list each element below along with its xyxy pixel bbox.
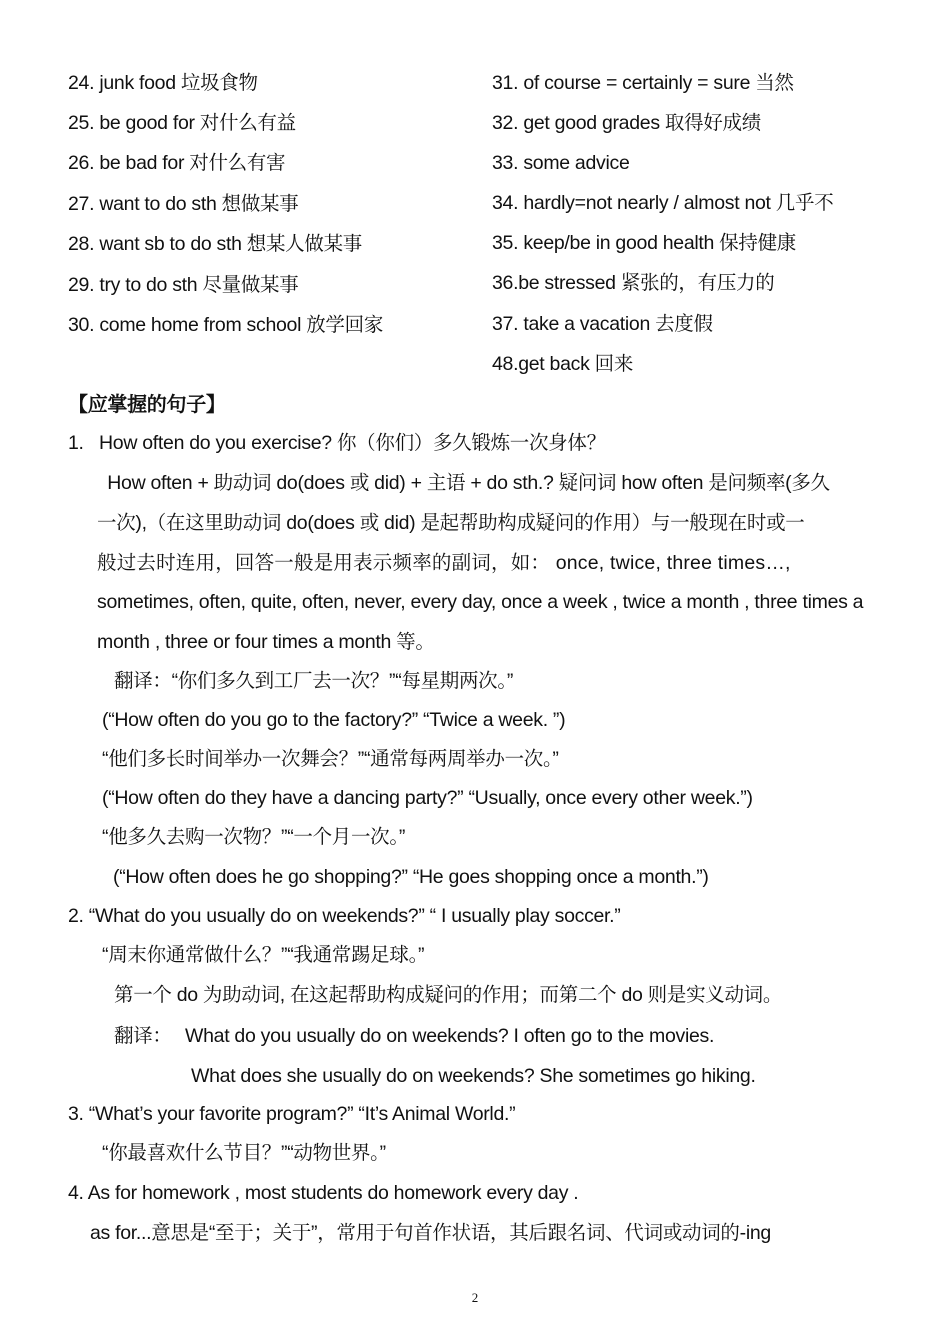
sentence-2-translation-label: 翻译： [114,1025,172,1047]
vocab-item-37: 37. take a vacation 去度假 [492,313,713,335]
section-title: 【应掌握的句子】 [68,394,226,416]
sentence-1-example-1: 翻译：“你们多久到工厂去一次？”“每星期两次。” [114,670,514,692]
vocab-item-36: 36.be stressed 紧张的，有压力的 [492,272,775,294]
page-number: 2 [471,1290,479,1305]
sentence-1-example-2: (“How often do you go to the factory?” “Twice a week. ”) [102,709,566,731]
sentence-4-note: as for...意思是“至于；关于”，常用于句首作状语，其后跟名词、代词或动词的-ing [90,1222,771,1244]
sentence-1: 1. How often do you exercise? 你（你们）多久锻炼一次身体？ [68,432,606,454]
sentence-1-explain-line-4: sometimes, often, quite, often, never, every day, once a week , twice a month , three times a [97,591,864,613]
sentence-1-example-4: (“How often do they have a dancing party?” “Usually, once every other week.”) [102,787,753,809]
vocab-item-28: 28. want sb to do sth 想某人做某事 [68,233,362,255]
vocab-item-27: 27. want to do sth 想做某事 [68,193,299,215]
sentence-3-chinese: “你最喜欢什么节目？”“动物世界。” [102,1142,386,1164]
sentence-1-explain-line-2: 一次),（在这里助动词 do(does 或 did) 是起帮助构成疑问的作用）与一般现在时或一 [97,512,805,534]
sentence-1-example-3: “他们多长时间举办一次舞会？”“通常每两周举办一次。” [102,748,559,770]
sentence-1-example-6: (“How often does he go shopping?” “He goes shopping once a month.”) [113,866,709,888]
vocab-item-26: 26. be bad for 对什么有害 [68,152,286,174]
sentence-2-note: 第一个 do 为助动词, 在这起帮助构成疑问的作用；而第二个 do 则是实义动词。 [114,984,783,1006]
sentence-2-chinese: “周末你通常做什么？”“我通常踢足球。” [102,944,425,966]
sentence-2-translation-1: What do you usually do on weekends? I often go to the movies. [185,1025,715,1047]
sentence-2-translation-2: What does she usually do on weekends? She sometimes go hiking. [191,1065,756,1087]
vocab-item-48: 48.get back 回来 [492,353,634,375]
sentence-1-explain-line-1: How often + 助动词 do(does 或 did) + 主语 + do sth.? 疑问词 how often 是问频率(多久 [97,472,830,494]
sentence-1-explain-line-3: 般过去时连用，回答一般是用表示频率的副词，如： once, twice, three times…, [97,552,791,574]
vocab-item-31: 31. of course = certainly = sure 当然 [492,72,794,94]
vocab-item-33: 33. some advice [492,152,630,174]
sentence-2: 2. “What do you usually do on weekends?” “ I usually play soccer.” [68,905,621,927]
sentence-4: 4. As for homework , most students do homework every day . [68,1182,579,1204]
vocab-item-34: 34. hardly=not nearly / almost not 几乎不 [492,192,834,214]
vocab-item-25: 25. be good for 对什么有益 [68,112,296,134]
sentence-1-example-5: “他多久去购一次物？”“一个月一次。” [102,826,406,848]
vocab-item-35: 35. keep/be in good health 保持健康 [492,232,796,254]
vocab-item-30: 30. come home from school 放学回家 [68,314,384,336]
vocab-item-29: 29. try to do sth 尽量做某事 [68,274,299,296]
vocab-item-24: 24. junk food 垃圾食物 [68,72,258,94]
vocab-item-32: 32. get good grades 取得好成绩 [492,112,761,134]
sentence-1-explain-line-5: month , three or four times a month 等。 [97,631,435,653]
sentence-3: 3. “What’s your favorite program?” “It’s Animal World.” [68,1103,516,1125]
